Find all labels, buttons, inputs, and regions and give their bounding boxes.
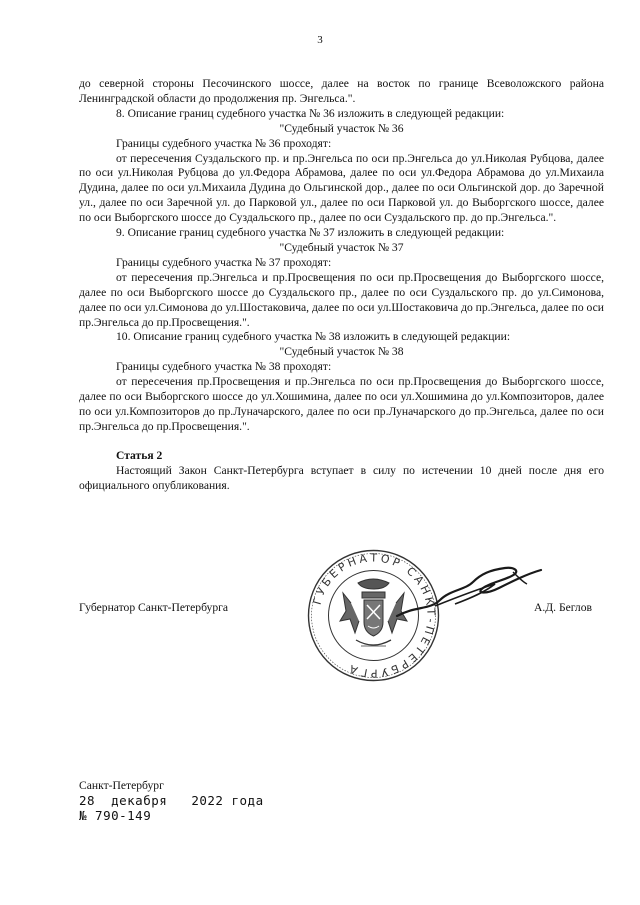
paragraph: 8. Описание границ судебного участка № 36 изложить в следующей редакции:: [116, 106, 505, 120]
article-heading: Статья 2: [116, 448, 163, 462]
paragraph: от пересечения пр.Просвещения и пр.Энгельса по оси пр.Просвещения до Выборгского шоссе, далее по оси Выборгского шоссе до ул.Хошимина, далее по оси ул.Хошимина до ул.Композиторов, далее по оси ул.Композиторов до пр.Луначарского, далее по оси пр.Луначарского до пр.Энгельса, далее по оси пр.Энгельса до пр.Просвещения.".: [79, 375, 604, 433]
issue-date: 28 декабря 2022 года: [79, 792, 264, 808]
paragraph: от пересечения Суздальского пр. и пр.Энгельса по оси пр.Энгельса до ул.Николая Рубцова, далее по оси ул.Николая Рубцова до ул.Федора Абрамова, далее по оси ул.Федора Абрамова до ул.Михаила Дудина, далее по оси ул.Михаила Дудина до Ольгинской дор., далее по оси Ольгинской дор. до Заречной ул., далее по оси Заречной ул. до Парковой ул., далее по оси Парковой ул. до Выборгского шоссе, далее по оси Выборгского шоссе до Суздальского пр., далее по оси Суздальского пр. до пр.Энгельса.".: [79, 151, 604, 225]
document-body: [79, 77, 604, 493]
section-heading: "Судебный участок № 38: [279, 345, 404, 359]
seal-ring-text: ГУБЕРНАТОР САНКТ-ПЕТЕРБУРГА: [310, 551, 438, 680]
document-footer: [79, 779, 264, 824]
law-number: № 790-149: [79, 807, 152, 823]
handwritten-signature: [395, 560, 545, 630]
signatory-name: А.Д. Беглов: [533, 601, 592, 614]
issue-city: Санкт-Петербург: [79, 779, 164, 792]
paragraph: Границы судебного участка № 37 проходят:: [116, 255, 332, 269]
paragraph: Границы судебного участка № 36 проходят:: [116, 136, 332, 150]
section-heading: "Судебный участок № 36: [279, 121, 404, 135]
article-text: Настоящий Закон Санкт-Петербурга вступает в силу по истечении 10 дней после дня его официального опубликования.: [79, 463, 604, 492]
paragraph: от пересечения пр.Энгельса и пр.Просвещения по оси пр.Просвещения до Выборгского шоссе, далее по оси Выборгского шоссе до Суздальского пр., далее по оси Суздальского пр. до ул.Симонова, далее по оси ул.Симонова до ул.Шостаковича, далее по оси ул.Шостаковича до пр.Энгельса, далее по оси пр.Энгельса до пр.Просвещения.".: [79, 270, 604, 329]
paragraph: 9. Описание границ судебного участка № 37 изложить в следующей редакции:: [116, 226, 505, 240]
signatory-title: Губернатор Санкт-Петербурга: [79, 601, 229, 614]
paragraph: до северной стороны Песочинского шоссе, далее на восток по границе Всеволожского района Ленинградской области до продолжения пр. Энгельса.".: [79, 77, 604, 105]
section-heading: "Судебный участок № 37: [279, 240, 404, 254]
paragraph: Границы судебного участка № 38 проходят:: [116, 360, 332, 374]
paragraph: 10. Описание границ судебного участка № 38 изложить в следующей редакции:: [116, 330, 511, 344]
page-number: 3: [317, 34, 323, 46]
